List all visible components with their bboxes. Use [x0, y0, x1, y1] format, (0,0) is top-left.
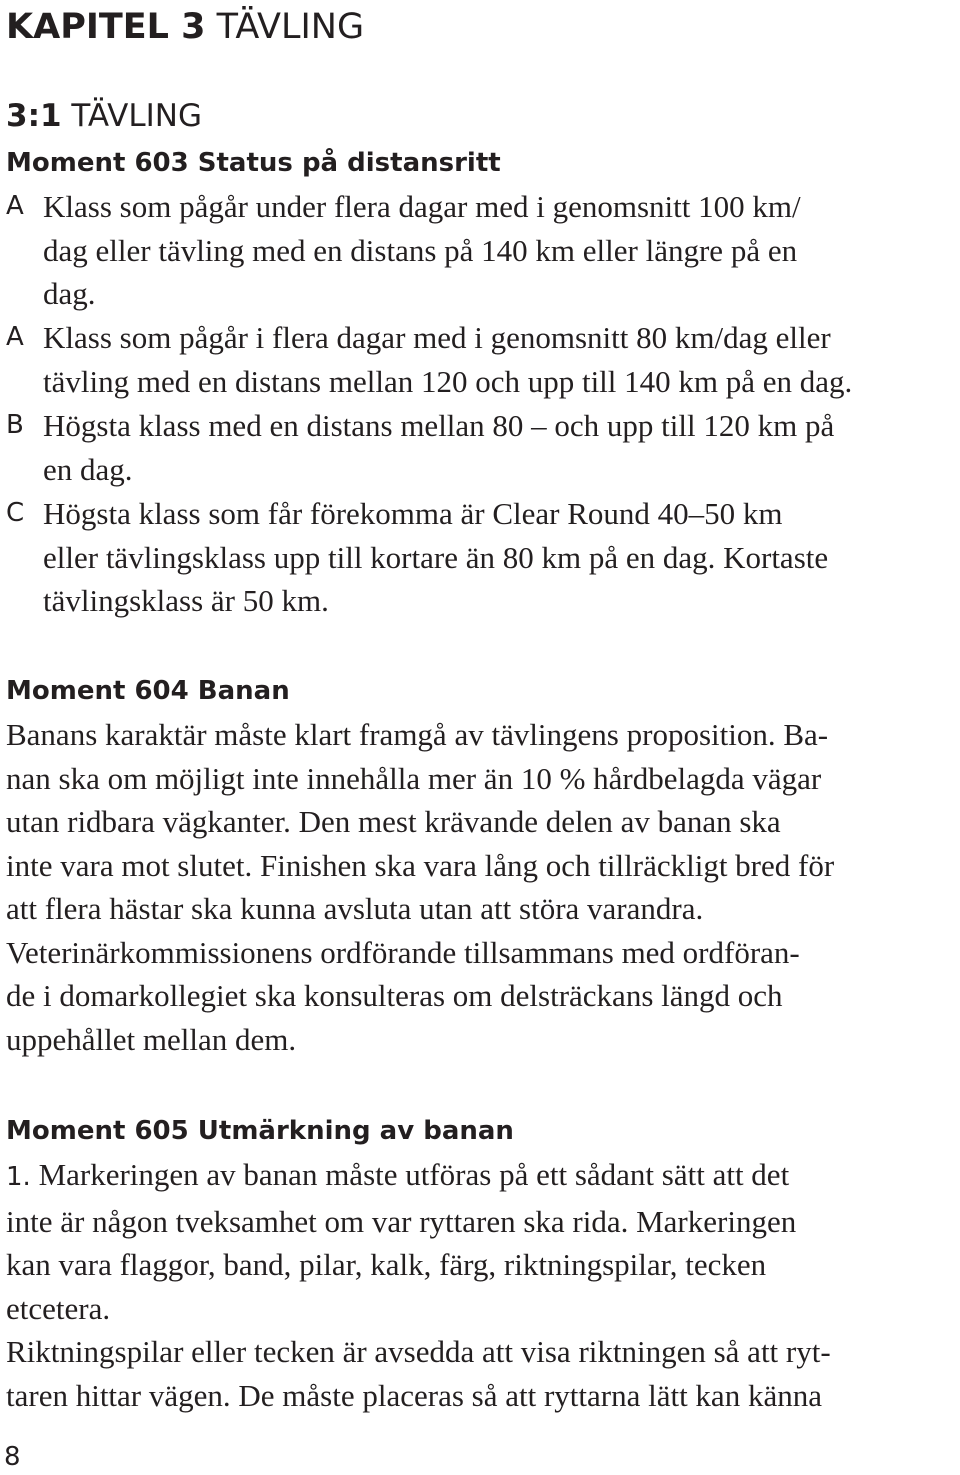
text-line: att flera hästar ska kunna avsluta utan att störa varandra.: [6, 891, 704, 926]
item-text: [43, 316, 852, 403]
text-line: [6, 1153, 956, 1200]
text-line: etcetera.: [6, 1290, 111, 1326]
text-line: tävlingsklass är 50 km.: [43, 583, 329, 618]
text-line-content: Markeringen av banan måste utföras på ett sådant sätt att det: [38, 1157, 790, 1192]
item-text: [43, 404, 834, 491]
section-name: TÄVLING: [71, 98, 202, 134]
moment-604-heading: Moment 604 Banan: [6, 676, 290, 706]
moment-605-heading: Moment 605 Utmärkning av banan: [6, 1116, 514, 1146]
item-letter: A: [6, 322, 24, 352]
text-line: Klass som pågår under flera dagar med i genomsnitt 100 km/: [43, 189, 801, 224]
text-line: Högsta klass med en distans mellan 80 – och upp till 120 km på: [43, 408, 835, 443]
text-line: Riktningspilar eller tecken är avsedda att visa riktningen så att ryt-: [6, 1334, 831, 1369]
item-text: [43, 185, 801, 316]
text-line: eller tävlingsklass upp till kortare än 80 km på en dag. Kortaste: [43, 539, 829, 575]
text-line: taren hittar vägen. De måste placeras så att ryttarna lätt kan känna: [6, 1377, 822, 1413]
text-line: nan ska om möjligt inte innehålla mer än 10 % hårdbelagda vägar: [6, 760, 822, 796]
section-title: [6, 94, 202, 138]
moment-603-heading: Moment 603 Status på distansritt: [6, 148, 501, 178]
chapter-number: KAPITEL 3: [6, 7, 206, 47]
text-line: inte är någon tveksamhet om var ryttaren ska rida. Markeringen: [6, 1203, 797, 1239]
item-letter: B: [6, 410, 24, 440]
text-line: dag.: [43, 276, 96, 311]
text-line: dag eller tävling med en distans på 140 km eller längre på en: [43, 232, 798, 268]
section-number: 3:1: [6, 98, 62, 134]
text-line: inte vara mot slutet. Finishen ska vara lång och tillräckligt bred för: [6, 847, 835, 883]
moment-605-body: [6, 1153, 956, 1417]
text-line: de i domarkollegiet ska konsulteras om delsträckans längd och: [6, 978, 783, 1013]
text-line: Klass som pågår i flera dagar med i genomsnitt 80 km/dag eller: [43, 320, 831, 355]
chapter-name: TÄVLING: [216, 7, 365, 47]
text-line: Veterinärkommissionens ordförande tillsammans med ordföran-: [6, 934, 800, 970]
text-line: uppehållet mellan dem.: [6, 1021, 297, 1057]
page-number: 8: [4, 1442, 21, 1472]
moment-604-body: [6, 713, 956, 1061]
text-line: utan ridbara vägkanter. Den mest krävande delen av banan ska: [6, 804, 781, 839]
list-number: 1.: [6, 1162, 31, 1192]
text-line: tävling med en distans mellan 120 och upp till 140 km på en dag.: [43, 363, 853, 399]
text-line: Banans karaktär måste klart framgå av tävlingens proposition. Ba-: [6, 717, 829, 752]
item-text: [43, 492, 828, 623]
text-line: en dag.: [43, 451, 133, 487]
text-line: Högsta klass som får förekomma är Clear Round 40–50 km: [43, 496, 783, 531]
text-line: kan vara flaggor, band, pilar, kalk, färg, riktningspilar, tecken: [6, 1247, 767, 1282]
item-letter: C: [6, 498, 25, 528]
chapter-title: [6, 4, 364, 50]
item-letter: A: [6, 191, 24, 221]
